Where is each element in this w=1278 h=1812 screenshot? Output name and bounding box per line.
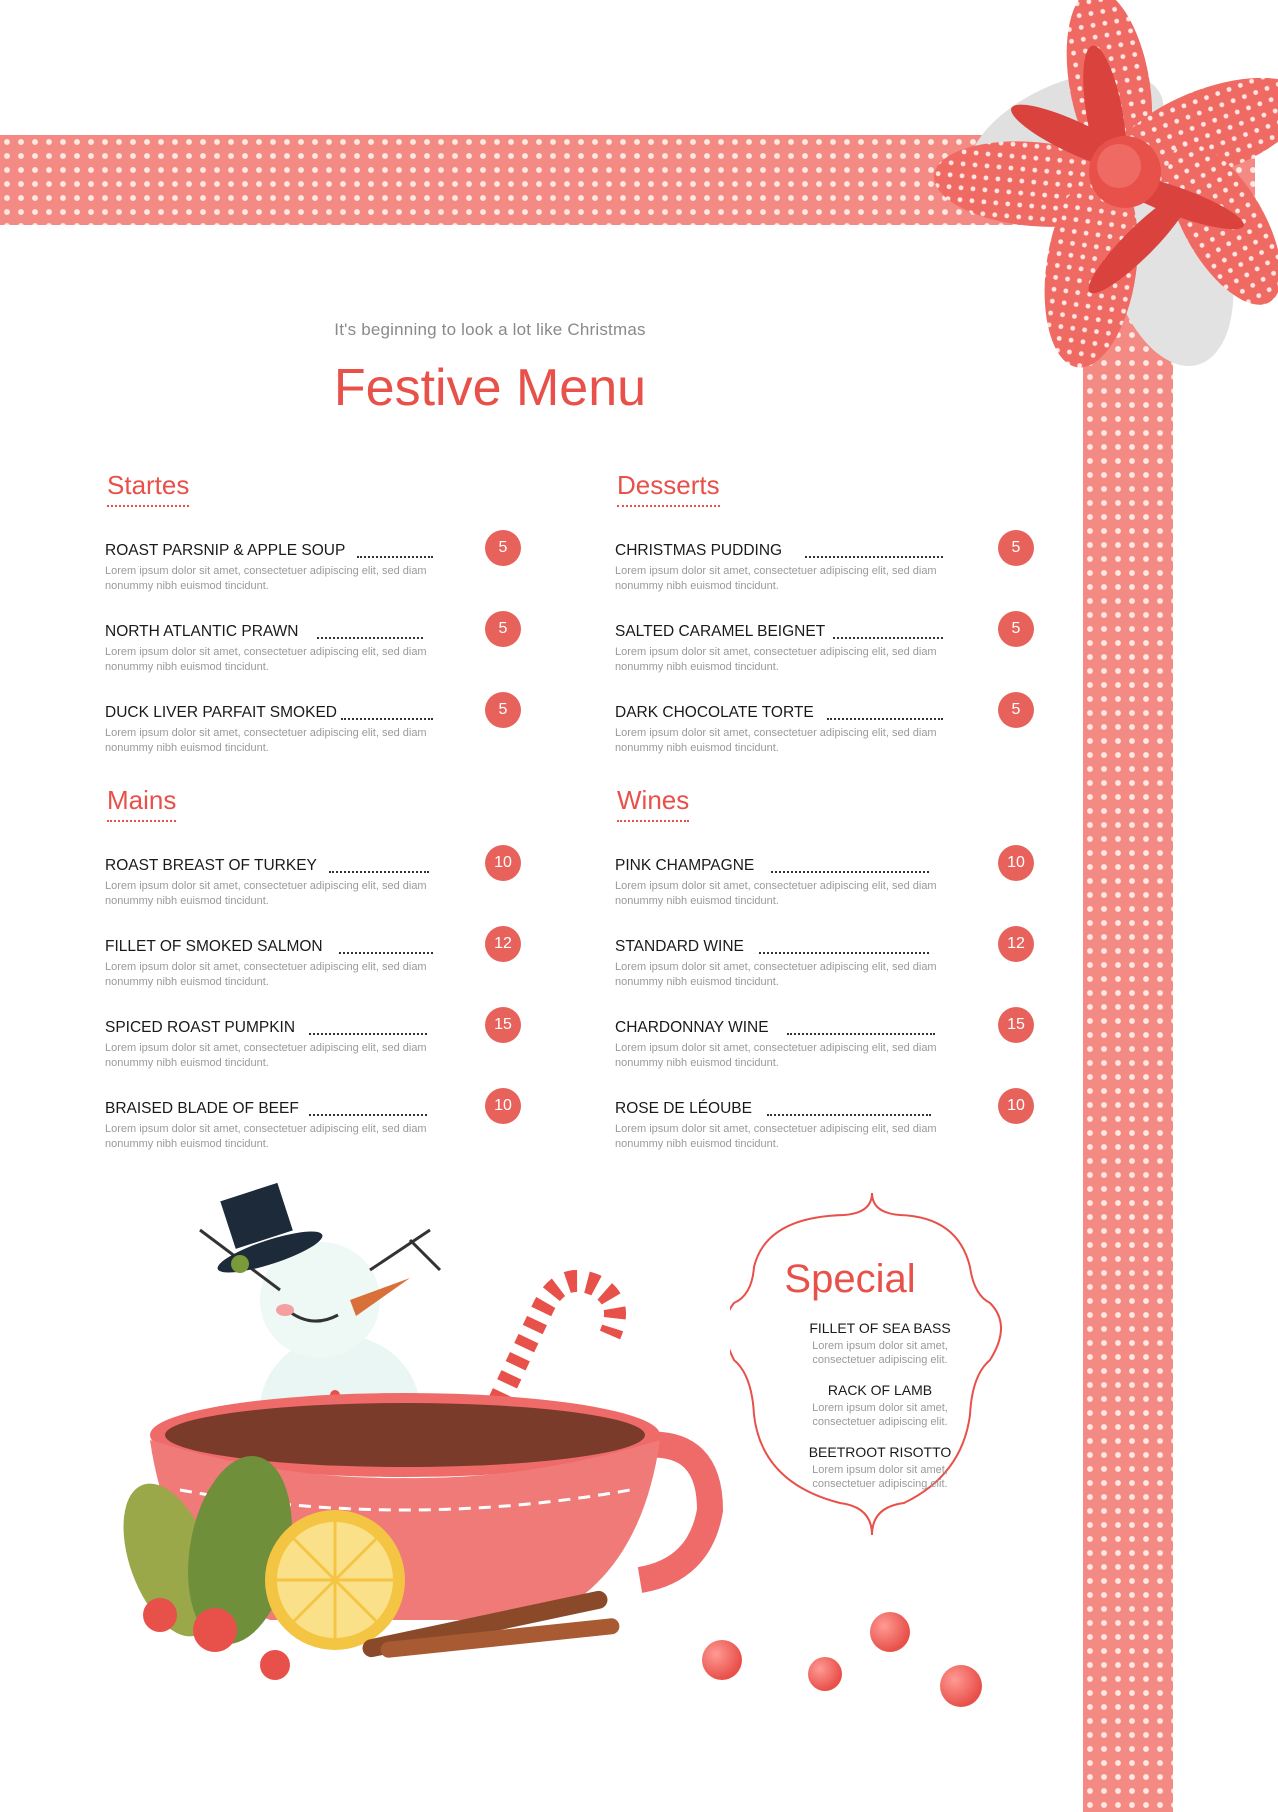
item-description: Lorem ipsum dolor sit amet, consectetuer adipiscing elit, sed diam nonummy nibh euismod tincidunt. <box>105 1123 427 1150</box>
item-description: Lorem ipsum dolor sit amet, consectetuer adipiscing elit, sed diam nonummy nibh euismod tincidunt. <box>105 880 427 907</box>
dotted-leader <box>833 637 943 639</box>
menu-item <box>105 854 545 927</box>
item-description: Lorem ipsum dolor sit amet, consectetuer adipiscing elit, sed diam nonummy nibh euismod tincidunt. <box>105 961 427 988</box>
section-mains <box>105 785 545 1150</box>
price-badge: 5 <box>485 611 521 647</box>
item-description: Lorem ipsum dolor sit amet, consectetuer adipiscing elit, sed diam nonummy nibh euismod tincidunt. <box>615 961 937 988</box>
item-description: Lorem ipsum dolor sit amet, consectetuer adipiscing elit, sed diam nonummy nibh euismod tincidunt. <box>615 1123 937 1150</box>
lemon-slice-icon <box>265 1510 405 1650</box>
berry-icon <box>143 1598 177 1632</box>
item-name: BRAISED BLADE OF BEEF <box>105 1100 299 1117</box>
price-badge: 5 <box>998 530 1034 566</box>
menu-item <box>105 539 545 612</box>
item-description: Lorem ipsum dolor sit amet, consectetuer adipiscing elit, sed diam nonummy nibh euismod tincidunt. <box>615 880 937 907</box>
special-item-name: BEETROOT RISOTTO <box>808 1444 952 1460</box>
price-badge: 12 <box>998 926 1034 962</box>
dotted-leader <box>767 1114 931 1116</box>
special-item-name: RACK OF LAMB <box>827 1382 933 1398</box>
item-name: CHARDONNAY WINE <box>615 1019 769 1036</box>
dotted-leader <box>805 556 943 558</box>
price-badge: 5 <box>998 692 1034 728</box>
special-item <box>790 1320 970 1367</box>
page-subtitle: It's beginning to look a lot like Christmas <box>334 320 646 339</box>
item-description: Lorem ipsum dolor sit amet, consectetuer adipiscing elit, sed diam nonummy nibh euismod tincidunt. <box>105 565 427 592</box>
berry-icon <box>870 1612 910 1652</box>
price-badge: 5 <box>485 692 521 728</box>
special-item-description: Lorem ipsum dolor sit amet, consectetuer adipiscing elit. <box>812 1464 948 1490</box>
menu-item <box>615 1016 1055 1089</box>
item-name: SPICED ROAST PUMPKIN <box>105 1019 296 1036</box>
price-badge: 10 <box>998 845 1034 881</box>
item-name: DUCK LIVER PARFAIT SMOKED <box>105 704 337 721</box>
item-name: ROAST BREAST OF TURKEY <box>105 857 317 874</box>
berry-icon <box>702 1640 742 1680</box>
menu-item <box>105 1016 545 1089</box>
item-name: STANDARD WINE <box>615 938 744 955</box>
item-description: Lorem ipsum dolor sit amet, consectetuer adipiscing elit, sed diam nonummy nibh euismod tincidunt. <box>105 646 427 673</box>
berry-icon <box>260 1650 290 1680</box>
dotted-leader <box>759 952 929 954</box>
item-description: Lorem ipsum dolor sit amet, consectetuer adipiscing elit, sed diam nonummy nibh euismod tincidunt. <box>105 727 427 754</box>
item-description: Lorem ipsum dolor sit amet, consectetuer adipiscing elit, sed diam nonummy nibh euismod tincidunt. <box>615 565 937 592</box>
section-desserts <box>615 470 1055 754</box>
item-name: PINK CHAMPAGNE <box>615 857 755 874</box>
menu-item <box>615 935 1055 1008</box>
dotted-leader <box>357 556 433 558</box>
price-badge: 15 <box>485 1007 521 1043</box>
item-name: CHRISTMAS PUDDING <box>615 542 783 559</box>
berry-icon <box>940 1665 982 1707</box>
dotted-leader <box>309 1114 427 1116</box>
menu-item <box>615 539 1055 612</box>
price-badge: 10 <box>998 1088 1034 1124</box>
section-heading: Startes <box>107 470 189 507</box>
dotted-leader <box>771 871 929 873</box>
menu-item <box>615 854 1055 927</box>
special-item <box>790 1444 970 1491</box>
item-description: Lorem ipsum dolor sit amet, consectetuer adipiscing elit, sed diam nonummy nibh euismod tincidunt. <box>615 727 937 754</box>
item-description: Lorem ipsum dolor sit amet, consectetuer adipiscing elit, sed diam nonummy nibh euismod tincidunt. <box>615 646 937 673</box>
special-heading: Special <box>784 1257 916 1301</box>
item-name: DARK CHOCOLATE TORTE <box>615 704 814 721</box>
item-name: ROAST PARSNIP & APPLE SOUP <box>105 542 346 559</box>
section-wines <box>615 785 1055 1150</box>
berry-icon <box>808 1657 842 1691</box>
berry-icon <box>193 1608 237 1652</box>
special-box <box>730 1185 1030 1555</box>
price-badge: 15 <box>998 1007 1034 1043</box>
special-item-description: Lorem ipsum dolor sit amet, consectetuer adipiscing elit. <box>812 1340 948 1366</box>
snowman-cup-illustration <box>110 1160 730 1680</box>
dotted-leader <box>317 637 423 639</box>
menu-item <box>105 701 545 774</box>
price-badge: 12 <box>485 926 521 962</box>
ribbon-vertical <box>1083 230 1173 1812</box>
item-name: NORTH ATLANTIC PRAWN <box>105 623 299 640</box>
dotted-leader <box>341 718 433 720</box>
dotted-leader <box>787 1033 935 1035</box>
menu-item <box>615 620 1055 693</box>
section-heading: Desserts <box>617 470 720 507</box>
item-name: ROSE DE LÉOUBE <box>615 1100 752 1117</box>
section-starters <box>105 470 545 754</box>
price-badge: 5 <box>998 611 1034 647</box>
page-title: Festive Menu <box>333 359 647 417</box>
price-badge: 10 <box>485 845 521 881</box>
item-description: Lorem ipsum dolor sit amet, consectetuer adipiscing elit, sed diam nonummy nibh euismod tincidunt. <box>105 1042 427 1069</box>
special-item-name: FILLET OF SEA BASS <box>809 1320 951 1336</box>
menu-item <box>615 701 1055 774</box>
menu-item <box>105 620 545 693</box>
section-heading: Wines <box>617 785 689 822</box>
dotted-leader <box>329 871 429 873</box>
dotted-leader <box>309 1033 427 1035</box>
section-heading: Mains <box>107 785 176 822</box>
menu-item <box>105 935 545 1008</box>
item-name: FILLET OF SMOKED SALMON <box>105 938 323 955</box>
dotted-leader <box>827 718 943 720</box>
special-item-description: Lorem ipsum dolor sit amet, consectetuer adipiscing elit. <box>812 1402 948 1428</box>
dotted-leader <box>339 952 433 954</box>
price-badge: 5 <box>485 530 521 566</box>
special-frame-icon <box>730 1185 1030 1555</box>
item-description: Lorem ipsum dolor sit amet, consectetuer adipiscing elit, sed diam nonummy nibh euismod tincidunt. <box>615 1042 937 1069</box>
special-item <box>790 1382 970 1429</box>
price-badge: 10 <box>485 1088 521 1124</box>
item-name: SALTED CARAMEL BEIGNET <box>615 623 826 640</box>
